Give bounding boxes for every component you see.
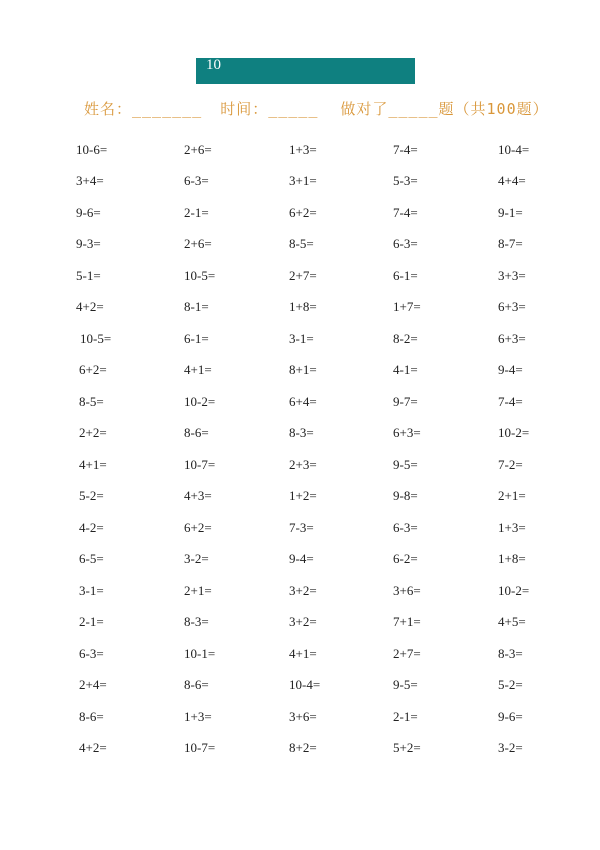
- problem-cell: 6+3=: [498, 299, 526, 314]
- score-field-label: 做对了_____题（共100题）: [340, 100, 549, 118]
- problem-cell: 4-2=: [79, 520, 104, 535]
- problem-cell: 1+7=: [393, 299, 421, 314]
- student-info-line: [84, 98, 549, 120]
- problem-cell: 10-6=: [76, 142, 108, 157]
- problem-cell: 6-3=: [184, 173, 209, 188]
- problem-cell: 9-5=: [393, 457, 418, 472]
- problem-cell: 2+1=: [498, 488, 526, 503]
- problem-row: [0, 707, 600, 727]
- problem-row: [0, 171, 600, 191]
- problem-cell: 10-7=: [184, 740, 216, 755]
- problem-cell: 8+1=: [289, 362, 317, 377]
- problem-cell: 5+2=: [393, 740, 421, 755]
- problem-cell: 3-2=: [184, 551, 209, 566]
- problem-row: [0, 329, 600, 349]
- problem-cell: 1+8=: [498, 551, 526, 566]
- problem-row: [0, 423, 600, 443]
- problem-cell: 2-1=: [184, 205, 209, 220]
- problem-row: [0, 486, 600, 506]
- problem-cell: 9-4=: [289, 551, 314, 566]
- problem-row: [0, 455, 600, 475]
- problem-cell: 6-3=: [79, 646, 104, 661]
- problem-row: [0, 297, 600, 317]
- problem-cell: 8-5=: [79, 394, 104, 409]
- problem-cell: 8-2=: [393, 331, 418, 346]
- problem-cell: 7-4=: [498, 394, 523, 409]
- problem-cell: 5-1=: [76, 268, 101, 283]
- problem-row: [0, 581, 600, 601]
- problem-cell: 4+1=: [289, 646, 317, 661]
- problem-cell: 2-1=: [393, 709, 418, 724]
- problem-cell: 9-3=: [76, 236, 101, 251]
- problem-cell: 8+2=: [289, 740, 317, 755]
- problem-row: [0, 549, 600, 569]
- problem-cell: 4+2=: [76, 299, 104, 314]
- problem-cell: 9-8=: [393, 488, 418, 503]
- problem-cell: 6-1=: [184, 331, 209, 346]
- problem-cell: 6-2=: [393, 551, 418, 566]
- problem-cell: 2+7=: [393, 646, 421, 661]
- problem-cell: 3-2=: [498, 740, 523, 755]
- problem-cell: 4-1=: [393, 362, 418, 377]
- problem-cell: 2+3=: [289, 457, 317, 472]
- problem-cell: 6-1=: [393, 268, 418, 283]
- problem-row: [0, 738, 600, 758]
- problem-cell: 6+3=: [498, 331, 526, 346]
- problem-cell: 1+8=: [289, 299, 317, 314]
- problem-cell: 7-4=: [393, 142, 418, 157]
- problem-cell: 3+2=: [289, 614, 317, 629]
- problem-cell: 10-4=: [498, 142, 530, 157]
- problem-cell: 8-6=: [184, 677, 209, 692]
- problem-cell: 4+1=: [184, 362, 212, 377]
- problem-cell: 1+2=: [289, 488, 317, 503]
- problem-cell: 10-4=: [289, 677, 321, 692]
- worksheet-title-bar: [196, 58, 415, 84]
- problem-cell: 8-6=: [184, 425, 209, 440]
- problem-cell: 9-6=: [498, 709, 523, 724]
- problem-cell: 2+2=: [79, 425, 107, 440]
- problem-cell: 8-6=: [79, 709, 104, 724]
- problem-cell: 1+3=: [498, 520, 526, 535]
- problem-cell: 3+6=: [289, 709, 317, 724]
- problem-cell: 6+2=: [289, 205, 317, 220]
- problem-row: [0, 392, 600, 412]
- problem-row: [0, 360, 600, 380]
- problem-cell: 6+3=: [393, 425, 421, 440]
- name-field-label: 姓名：_______: [84, 100, 203, 118]
- problem-cell: 6+4=: [289, 394, 317, 409]
- problem-cell: 2-1=: [79, 614, 104, 629]
- worksheet-title: 10: [206, 57, 221, 73]
- problem-cell: 2+4=: [79, 677, 107, 692]
- problem-cell: 5-2=: [79, 488, 104, 503]
- problem-cell: 2+6=: [184, 142, 212, 157]
- problem-row: [0, 140, 600, 160]
- problem-row: [0, 675, 600, 695]
- problem-cell: 9-5=: [393, 677, 418, 692]
- problem-cell: 8-7=: [498, 236, 523, 251]
- problem-row: [0, 644, 600, 664]
- problem-cell: 5-2=: [498, 677, 523, 692]
- problem-cell: 9-6=: [76, 205, 101, 220]
- problem-cell: 3+4=: [76, 173, 104, 188]
- problem-cell: 8-3=: [184, 614, 209, 629]
- problem-cell: 10-2=: [498, 583, 530, 598]
- problem-cell: 2+1=: [184, 583, 212, 598]
- problem-cell: 5-3=: [393, 173, 418, 188]
- problem-row: [0, 612, 600, 632]
- problem-cell: 4+1=: [79, 457, 107, 472]
- time-field-label: 时间：_____: [220, 100, 319, 118]
- problem-cell: 8-5=: [289, 236, 314, 251]
- problem-cell: 3+1=: [289, 173, 317, 188]
- problem-cell: 7+1=: [393, 614, 421, 629]
- problem-cell: 10-2=: [498, 425, 530, 440]
- problem-cell: 4+3=: [184, 488, 212, 503]
- problem-cell: 3-1=: [289, 331, 314, 346]
- problem-cell: 10-5=: [80, 331, 112, 346]
- problem-cell: 4+2=: [79, 740, 107, 755]
- problem-cell: 2+6=: [184, 236, 212, 251]
- problem-row: [0, 203, 600, 223]
- problem-row: [0, 518, 600, 538]
- problem-cell: 3-1=: [79, 583, 104, 598]
- problem-cell: 10-1=: [184, 646, 216, 661]
- problem-cell: 9-1=: [498, 205, 523, 220]
- problem-cell: 10-5=: [184, 268, 216, 283]
- problem-cell: 8-1=: [184, 299, 209, 314]
- problem-cell: 1+3=: [289, 142, 317, 157]
- problem-cell: 4+4=: [498, 173, 526, 188]
- problem-cell: 3+2=: [289, 583, 317, 598]
- problem-cell: 6-3=: [393, 520, 418, 535]
- problem-row: [0, 266, 600, 286]
- problem-cell: 2+7=: [289, 268, 317, 283]
- problem-cell: 7-3=: [289, 520, 314, 535]
- problem-cell: 10-2=: [184, 394, 216, 409]
- problem-cell: 1+3=: [184, 709, 212, 724]
- problem-cell: 6+2=: [184, 520, 212, 535]
- problem-cell: 3+3=: [498, 268, 526, 283]
- problem-cell: 4+5=: [498, 614, 526, 629]
- problem-cell: 7-2=: [498, 457, 523, 472]
- problem-cell: 9-7=: [393, 394, 418, 409]
- problem-cell: 6-5=: [79, 551, 104, 566]
- problem-row: [0, 234, 600, 254]
- problem-cell: 6-3=: [393, 236, 418, 251]
- problem-cell: 3+6=: [393, 583, 421, 598]
- problem-cell: 7-4=: [393, 205, 418, 220]
- problem-cell: 8-3=: [289, 425, 314, 440]
- problem-cell: 10-7=: [184, 457, 216, 472]
- problem-cell: 6+2=: [79, 362, 107, 377]
- problem-cell: 8-3=: [498, 646, 523, 661]
- problem-cell: 9-4=: [498, 362, 523, 377]
